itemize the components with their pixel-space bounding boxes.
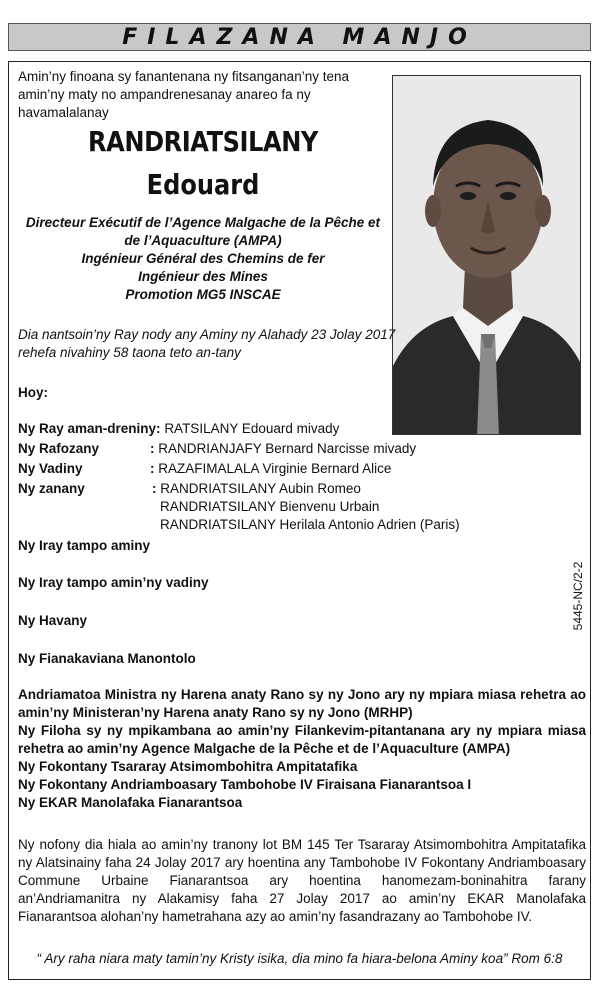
deceased-titles bbox=[18, 214, 388, 304]
title-line: Directeur Exécutif de l’Agence Malgache de la Pêche et bbox=[25, 215, 381, 230]
deceased-surname: RANDRIATSILANY bbox=[88, 125, 318, 158]
acknowledgement-item: Ny Fokontany Tsararay Atsimombohitra Ampitatafika bbox=[18, 759, 358, 774]
relative-label: Ny Ray aman-dreniny: bbox=[18, 421, 161, 436]
relative-children bbox=[18, 480, 361, 498]
acknowledgement-item: Ny EKAR Manolafaka Fianarantsoa bbox=[18, 795, 243, 810]
group-relatives: Ny Havany bbox=[18, 613, 88, 628]
group-family: Ny Fianakaviana Manontolo bbox=[18, 651, 196, 666]
relative-sep: : bbox=[150, 461, 155, 476]
hoy-label: Hoy: bbox=[18, 385, 48, 400]
relative-name: RANDRIATSILANY Aubin Romeo bbox=[160, 481, 361, 496]
acknowledgement-item: Ny Filoha sy ny mpikambana ao amin’ny Filankevim-pitantanana ary ny mpiara miasa rehetra ao amin’ny Agence Malgache de la Pêche et de l’Aquaculture (AMPA) bbox=[18, 723, 586, 756]
portrait-photo bbox=[392, 75, 581, 435]
title-line: Ingénieur Général des Chemins de fer bbox=[81, 251, 325, 266]
acknowledgements bbox=[18, 686, 586, 812]
relative-label: Ny zanany bbox=[18, 481, 85, 496]
group-siblings: Ny Iray tampo aminy bbox=[18, 538, 151, 553]
relative-parents bbox=[18, 420, 339, 438]
group-spouse-siblings: Ny Iray tampo amin’ny vadiny bbox=[18, 575, 209, 590]
title-line: de l’Aquaculture (AMPA) bbox=[124, 233, 282, 248]
funeral-details: Ny nofony dia hiala ao amin’ny tranony lot BM 145 Ter Tsararay Atsimombohitra Ampitatafika ny Alatsinainy faha 24 Jolay 2017 ary hoentina any Tambohobe IV Fokontany Andriamboasary Commune Urbaine Fianarantsoa ary hoentina hanomezam-boninahitra farany an’Andriamanitra ny Alakamisy faha 27 Jolay 2017 ao amin’ny EKAR Manolafaka Fianarantsoa alohan’ny hametrahana azy ao amin’ny fasandrazany ao Tambohobe IV. bbox=[18, 837, 586, 924]
title-line: Ingénieur des Mines bbox=[138, 269, 268, 284]
relative-name: RANDRIANJAFY Bernard Narcisse mivady bbox=[158, 441, 417, 456]
child-name: RANDRIATSILANY Herilala Antonio Adrien (Paris) bbox=[160, 517, 460, 532]
title-line: Promotion MG5 INSCAE bbox=[125, 287, 281, 302]
banner-title: FILAZANA MANJO bbox=[122, 24, 477, 50]
acknowledgement-item: Ny Fokontany Andriamboasary Tambohobe IV Firaisana Fianarantsoa I bbox=[18, 777, 472, 792]
deceased-given-name: Edouard bbox=[146, 168, 260, 201]
relative-name: RAZAFIMALALA Virginie Bernard Alice bbox=[158, 461, 392, 476]
death-notice-line: rehefa nivahiny 58 taona teto an-tany bbox=[18, 345, 241, 360]
ad-code: 5445-NC/2-2 bbox=[571, 561, 585, 631]
header-banner bbox=[8, 23, 591, 51]
intro-text: Amin’ny finoana sy fanantenana ny fitsanganan’ny tena amin’ny maty no ampandrenesanay anareo fa ny havamalalanay bbox=[18, 69, 349, 120]
relative-sep: : bbox=[150, 441, 155, 456]
relative-name: RATSILANY Edouard mivady bbox=[164, 421, 340, 436]
relative-label: Ny Vadiny bbox=[18, 461, 83, 476]
death-notice-line: Dia nantsoin’ny Ray nody any Aminy ny Alahady 23 Jolay 2017 bbox=[18, 327, 396, 342]
child-name: RANDRIATSILANY Bienvenu Urbain bbox=[160, 499, 380, 514]
relative-in-laws bbox=[18, 440, 416, 458]
relative-label: Ny Rafozany bbox=[18, 441, 100, 456]
portrait-illustration bbox=[393, 76, 581, 435]
acknowledgement-item: Andriamatoa Ministra ny Harena anaty Rano sy ny Jono ary ny mpiara miasa rehetra ao amin’ny Ministeran’ny Harena anaty Rano sy ny Jono (MRHP) bbox=[18, 687, 586, 720]
relative-spouse bbox=[18, 460, 391, 478]
bible-verse: “ Ary raha niara maty tamin’ny Kristy isika, dia mino fa hiara-belona Aminy koa” Rom 6:8 bbox=[36, 951, 563, 966]
death-notice bbox=[18, 326, 398, 362]
relative-sep: : bbox=[152, 481, 157, 496]
